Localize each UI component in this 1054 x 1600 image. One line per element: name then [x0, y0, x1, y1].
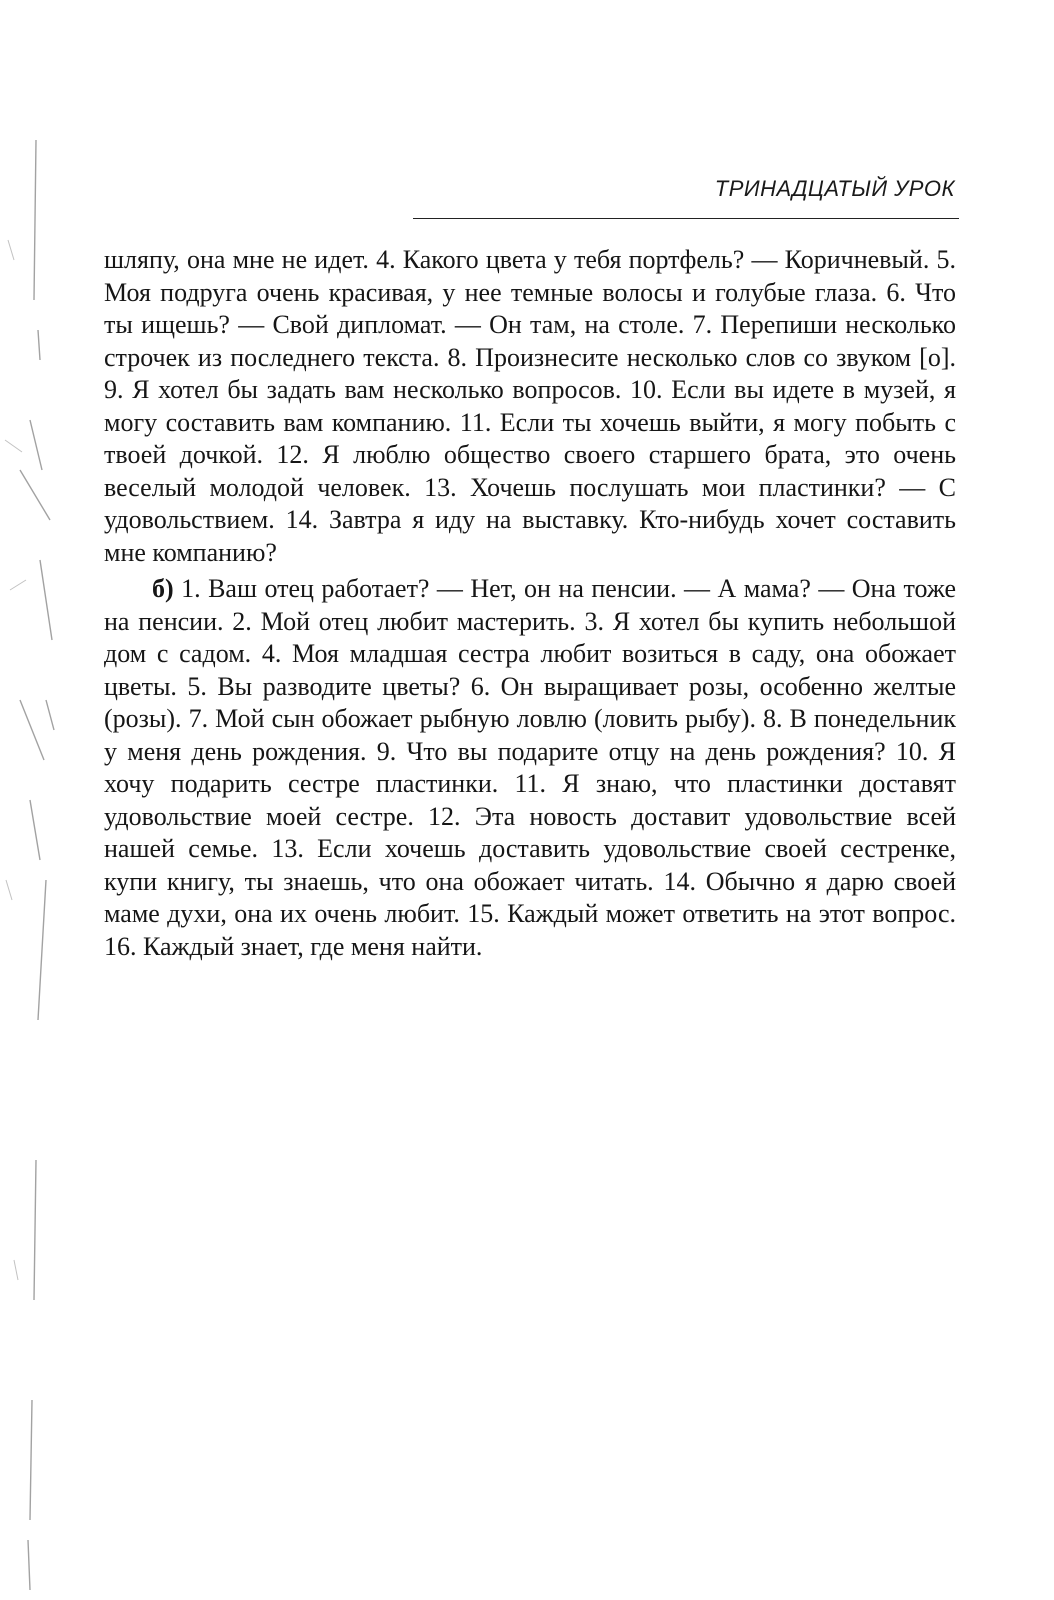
header-rule: [413, 218, 959, 219]
section-marker: б): [152, 574, 174, 603]
paragraph-a: шляпу, она мне не идет. 4. Какого цвета у тебя портфель? — Коричневый. 5. Моя подруга очень красивая, у нее темные волосы и голубые глаза. 6. Что ты ищешь? — Свой дипломат. — Он там, на столе. 7. Перепиши несколько строчек из последнего текста. 8. Произнесите несколько слов со звуком [о]. 9. Я хотел бы задать вам несколько вопросов. 10. Если вы идете в музей, я могу составить вам компанию. 11. Если ты хочешь выйти, я могу побыть с твоей дочкой. 12. Я люблю общество своего старшего брата, это очень веселый молодой человек. 13. Хочешь послушать мои пластинки? — С удовольствием. 14. Завтра я иду на выставку. Кто-нибудь хочет составить мне компанию?: [104, 245, 956, 567]
scan-edge-artifact: [0, 0, 70, 1600]
paragraph-b: [104, 573, 956, 963]
paragraph-b-text: 1. Ваш отец работает? — Нет, он на пенсии. — А мама? — Она тоже на пенсии. 2. Мой отец любит мастерить. 3. Я хотел бы купить небольшой дом с садом. 4. Моя младшая сестра любит возиться в саду, она обожает цветы. 5. Вы разводите цветы? 6. Он выращивает розы, особенно желтые (розы). 7. Мой сын обожает рыбную ловлю (ловить рыбу). 8. В понедельник у меня день рождения. 9. Что вы подарите отцу на день рождения? 10. Я хочу подарить сестре пластинки. 11. Я знаю, что пластинки доставят удовольствие моей сестре. 12. Эта новость доставит удовольствие всей нашей семье. 13. Если хочешь доставить удовольствие своей сестренке, купи книгу, ты знаешь, что она обожает читать. 14. Обычно я дарю своей маме духи, она их очень любит. 15. Каждый может ответить на этот вопрос. 16. Каждый знает, где меня найти.: [104, 574, 957, 961]
exercise-text: [104, 244, 956, 963]
running-title: ТРИНАДЦАТЫЙ УРОК: [714, 176, 955, 201]
